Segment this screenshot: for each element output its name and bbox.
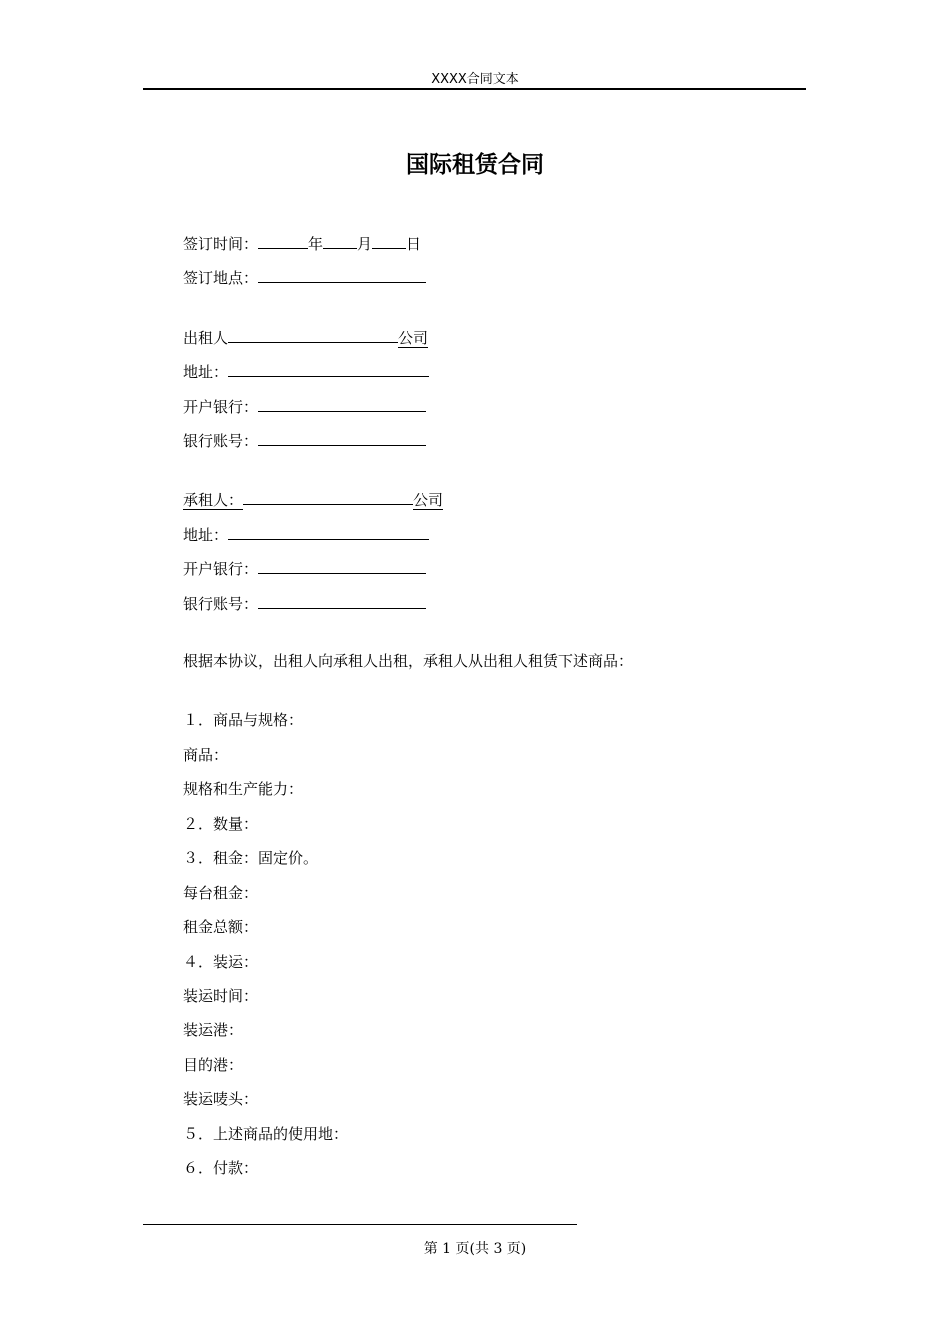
clause-item: 目的港：: [183, 1056, 244, 1074]
lessee-account-label: 银行账号：: [183, 595, 259, 613]
clause-item: 每台租金：: [183, 884, 259, 902]
lessor-bank-line: [183, 395, 426, 417]
clause-item: ６．付款：: [183, 1159, 259, 1177]
clause-item: 装运时间：: [183, 987, 259, 1005]
running-header: XXXX合同文本: [431, 72, 519, 87]
lessor-address-line: [183, 360, 429, 382]
lessor-bank-label: 开户银行：: [183, 398, 259, 416]
clause-item: ４．装运：: [183, 953, 259, 971]
lessor-account-label: 银行账号：: [183, 432, 259, 450]
lessor-address-blank[interactable]: [228, 360, 429, 377]
lessee-address-line: [183, 523, 429, 545]
lessee-company-suffix: 公司: [413, 491, 444, 509]
header-rule: [143, 88, 806, 90]
sign-place-label: 签订地点：: [183, 269, 259, 287]
lessor-name-blank[interactable]: [228, 326, 398, 343]
sign-month-unit: 月: [357, 235, 373, 253]
lessor-address-label: 地址：: [183, 363, 229, 381]
sign-time-line: [183, 232, 421, 254]
sign-place-line: [183, 266, 426, 288]
lessee-account-blank[interactable]: [258, 592, 426, 609]
clause-item: １．商品与规格：: [183, 711, 304, 729]
clause-item: 装运港：: [183, 1021, 244, 1039]
lessee-line: [183, 488, 443, 510]
sign-time-label: 签订时间：: [183, 235, 259, 253]
lessor-label: 出租人: [183, 329, 229, 347]
sign-place-blank[interactable]: [258, 266, 426, 283]
sign-day-blank[interactable]: [372, 232, 406, 249]
intro-paragraph: 根据本协议，出租人向承租人出租，承租人从出租人租赁下述商品：: [183, 652, 634, 670]
lessee-address-blank[interactable]: [228, 523, 429, 540]
lessor-account-blank[interactable]: [258, 429, 426, 446]
clause-item: 商品：: [183, 746, 229, 764]
page-number: 第 1 页(共 3 页): [423, 1241, 527, 1257]
lessor-company-suffix: 公司: [398, 329, 429, 347]
lessee-label: 承租人：: [183, 491, 244, 509]
clause-item: ３．租金：固定价。: [183, 849, 319, 867]
clause-item: 装运唛头：: [183, 1090, 259, 1108]
lessee-bank-line: [183, 557, 426, 579]
lessor-bank-blank[interactable]: [258, 395, 426, 412]
footer-rule: [143, 1224, 577, 1225]
sign-year-blank[interactable]: [258, 232, 308, 249]
sign-month-blank[interactable]: [323, 232, 357, 249]
lessor-account-line: [183, 429, 426, 451]
clause-item: 租金总额：: [183, 918, 259, 936]
clause-item: ２．数量：: [183, 815, 259, 833]
lessee-bank-label: 开户银行：: [183, 560, 259, 578]
sign-year-unit: 年: [308, 235, 324, 253]
clause-item: 规格和生产能力：: [183, 780, 304, 798]
lessee-name-blank[interactable]: [243, 488, 413, 505]
lessee-address-label: 地址：: [183, 526, 229, 544]
lessee-bank-blank[interactable]: [258, 557, 426, 574]
lessor-line: [183, 326, 428, 348]
document-title: 国际租赁合同: [406, 152, 544, 178]
clause-item: ５．上述商品的使用地：: [183, 1125, 349, 1143]
sign-day-unit: 日: [406, 235, 422, 253]
lessee-account-line: [183, 592, 426, 614]
